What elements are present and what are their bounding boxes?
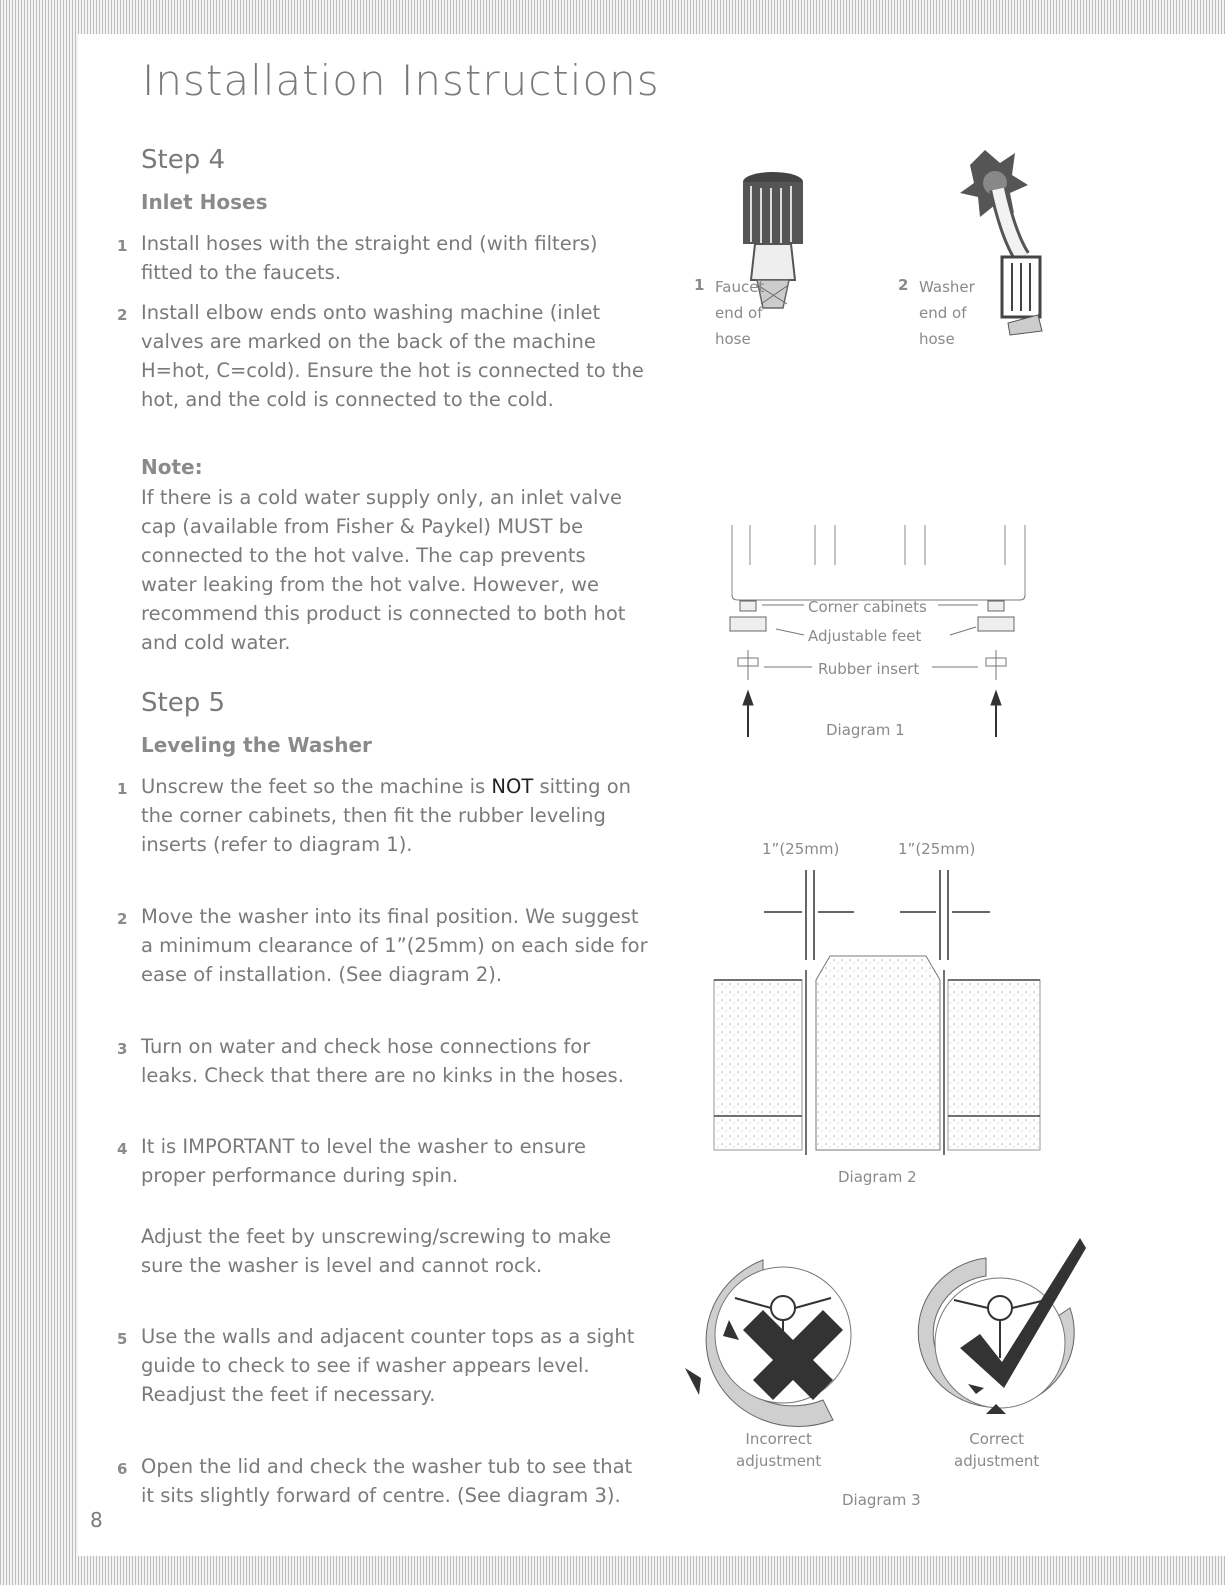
text-line: hot, and the cold is connected to the cold. [141, 388, 554, 411]
text-line: a minimum clearance of 1”(25mm) on each side for [141, 934, 648, 957]
adjustable-feet-label: Adjustable feet [808, 627, 922, 645]
step5-item2-number: 2 [117, 910, 128, 928]
text-line: It is IMPORTANT to level the washer to ensure [141, 1135, 587, 1158]
text-line: Move the washer into its final position. We suggest [141, 905, 639, 928]
text-line: end of [919, 304, 967, 322]
page-number: 8 [90, 1508, 103, 1532]
text-run: Unscrew the feet so the machine is [141, 775, 492, 798]
step5-item3-text [141, 1032, 624, 1090]
scan-border-top [0, 0, 1225, 34]
text-line: connected to the hot valve. The cap prevents [141, 544, 586, 567]
corner-cabinets-label: Corner cabinets [808, 598, 927, 616]
text-line: leaks. Check that there are no kinks in the hoses. [141, 1064, 624, 1087]
text-line: cap (available from Fisher & Paykel) MUST be [141, 515, 584, 538]
diagram3-caption: Diagram 3 [842, 1491, 921, 1509]
note-label: Note: [141, 455, 203, 479]
diagram1-caption: Diagram 1 [826, 721, 905, 739]
text-line: recommend this product is connected to both hot [141, 602, 626, 625]
scan-border-bottom [0, 1556, 1225, 1585]
text-line: and cold water. [141, 631, 291, 654]
hose-label-1-number: 1 [694, 276, 705, 294]
text-line: Readjust the feet if necessary. [141, 1383, 436, 1406]
text-line: ease of installation. (See diagram 2). [141, 963, 503, 986]
text-line: the corner cabinets, then fit the rubber leveling [141, 804, 606, 827]
step4-item2-number: 2 [117, 306, 128, 324]
diagram2-clearance [712, 870, 1042, 1155]
rubber-insert-label: Rubber insert [818, 660, 920, 678]
emphasis-not: NOT [491, 775, 534, 798]
text-line: If there is a cold water supply only, an inlet valve [141, 486, 622, 509]
left-clearance-label: 1”(25mm) [762, 840, 840, 858]
text-line: end of [715, 304, 763, 322]
text-line: sure the washer is level and cannot rock. [141, 1254, 543, 1277]
step5-item4-continuation [141, 1222, 611, 1280]
text-line: Correct [969, 1430, 1025, 1448]
step4-item2-text [141, 298, 644, 414]
text-line: hose [919, 330, 955, 348]
step4-subheading: Inlet Hoses [141, 190, 268, 214]
incorrect-adjustment-label [736, 1428, 821, 1472]
scan-border-left [0, 0, 78, 1585]
step5-item4-text [141, 1132, 586, 1190]
text-line: Open the lid and check the washer tub to see that [141, 1455, 633, 1478]
correct-adjustment-illustration [910, 1238, 1090, 1418]
text-line: Use the walls and adjacent counter tops as a sight [141, 1325, 635, 1348]
step4-heading: Step 4 [141, 145, 226, 175]
text-line: Install hoses with the straight end (with filters) [141, 232, 598, 255]
note-text [141, 483, 625, 657]
text-line: Incorrect [745, 1430, 812, 1448]
step5-item3-number: 3 [117, 1040, 128, 1058]
step5-item4-number: 4 [117, 1140, 128, 1158]
text-line: guide to check to see if washer appears level. [141, 1354, 590, 1377]
page-title: Installation Instructions [142, 56, 660, 105]
correct-adjustment-label [954, 1428, 1039, 1472]
step4-item1-text [141, 229, 597, 287]
text-line: adjustment [736, 1452, 822, 1470]
text-line: inserts (refer to diagram 1). [141, 833, 413, 856]
step5-item5-text [141, 1322, 634, 1409]
right-clearance-label: 1”(25mm) [898, 840, 976, 858]
text-run: sitting on [533, 775, 631, 798]
step4-item1-number: 1 [117, 237, 128, 255]
step5-item6-number: 6 [117, 1460, 128, 1478]
text-line: Install elbow ends onto washing machine (inlet [141, 301, 601, 324]
text-line: proper performance during spin. [141, 1164, 459, 1187]
text-line: valves are marked on the back of the machine [141, 330, 596, 353]
text-line: water leaking from the hot valve. However, we [141, 573, 599, 596]
step5-item1-number: 1 [117, 780, 128, 798]
step5-item6-text [141, 1452, 632, 1510]
text-line: Turn on water and check hose connections for [141, 1035, 591, 1058]
step5-subheading: Leveling the Washer [141, 733, 372, 757]
diagram2-caption: Diagram 2 [838, 1168, 917, 1186]
step5-heading: Step 5 [141, 688, 226, 718]
text-line: Washer [919, 278, 975, 296]
faucet-end-label [715, 274, 764, 352]
washer-end-label [919, 274, 975, 352]
hose-label-2-number: 2 [898, 276, 909, 294]
text-line: it sits slightly forward of centre. (See diagram 3). [141, 1484, 621, 1507]
text-line [141, 772, 631, 801]
text-line: hose [715, 330, 751, 348]
incorrect-adjustment-illustration [683, 1250, 883, 1425]
step5-item2-text [141, 902, 648, 989]
text-line: H=hot, C=cold). Ensure the hot is connected to the [141, 359, 644, 382]
text-line: fitted to the faucets. [141, 261, 342, 284]
text-line: adjustment [954, 1452, 1040, 1470]
text-line: Faucet [715, 278, 765, 296]
text-line: Adjust the feet by unscrewing/screwing to make [141, 1225, 612, 1248]
step5-item5-number: 5 [117, 1330, 128, 1348]
step5-item1-text [141, 772, 631, 859]
